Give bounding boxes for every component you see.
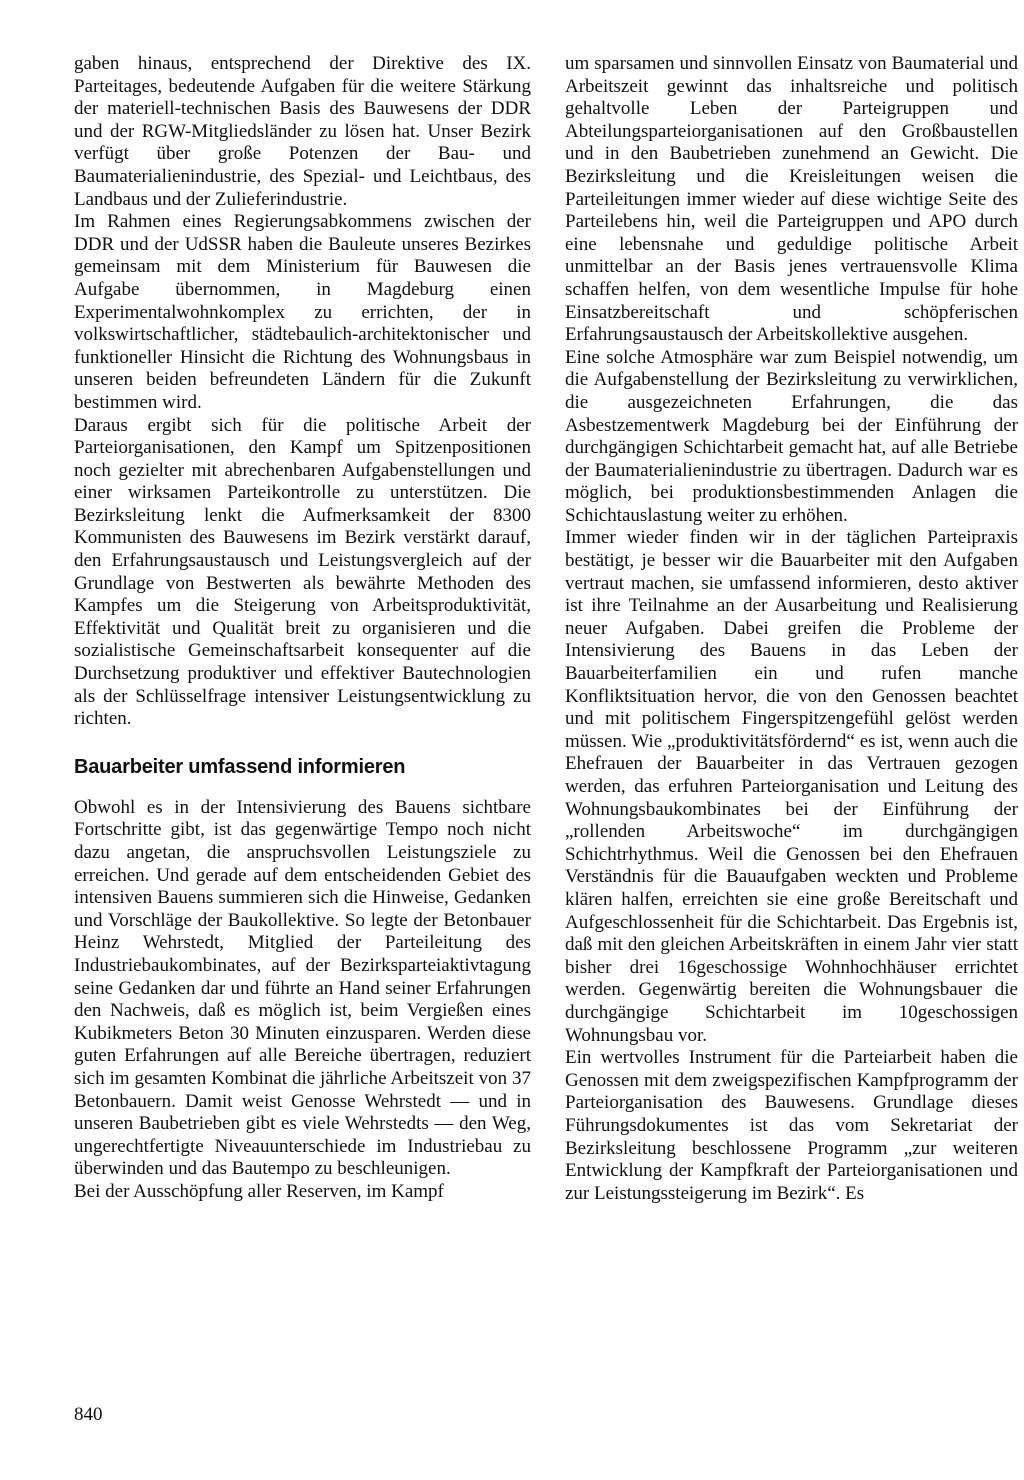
section-heading: Bauarbeiter umfassend informieren [74, 755, 406, 778]
paragraph: Immer wieder finden wir in der täglichen Parteipraxis bestätigt, je besser wir die Bauarbeiter mit den Aufgaben vertraut machen, sie umfassend informieren, desto aktiver ist ihre Teilnahme an der Ausarbeitung und Realisierung neuer Aufgaben. Dabei greifen die Probleme der Intensivierung des Bauens in das Leben der Bauarbeiterfamilien ein und rufen manche Konfliktsituation hervor, die von den Genossen beachtet und mit politischem Fingerspitzengefühl gelöst werden müssen. Wie „produktivitätsfördernd“ es ist, wenn auch die Ehefrauen der Bauarbeiter in das Vertrauen gezogen werden, das erfuhren Parteiorganisation und Leitung des Wohnungsbaukombinates bei der Einführung der „rollenden Arbeitswoche“ im durchgängigen Schichtrhythmus. Weil die Genossen bei den Ehefrauen Verständnis für die Bauaufgaben weckten und Probleme klären halfen, erreichten sie eine große Bereitschaft und Aufgeschlossenheit für die Schichtarbeit. Das Ergebnis ist, daß mit den gleichen Arbeitskräften in einem Jahr vier statt bisher drei 16geschossige Wohnhochhäuser errichtet werden. Gegenwärtig bereiten die Wohnungsbauer die durchgängige Schichtarbeit im 10geschossigen Wohnungsbau vor. [565, 527, 1018, 1046]
paragraph: Eine solche Atmosphäre war zum Beispiel notwendig, um die Aufgabenstellung der Bezirksleitung zu verwirklichen, die ausgezeichneten Erfahrungen, die das Asbestzementwerk Magdeburg bei der Einführung der durchgängigen Schichtarbeit gemacht hat, auf alle Betriebe der Baumaterialienindustrie zu übertragen. Dadurch war es möglich, bei produktionsbestimmenden Anlagen die Schichtauslastung weiter zu erhöhen. [565, 346, 1018, 526]
paragraph: um sparsamen und sinnvollen Einsatz von Baumaterial und Arbeitszeit gewinnt das inhaltsreiche und politisch gehaltvolle Leben der Parteigruppen und Abteilungsparteiorganisationen auf den Großbaustellen und in den Baubetrieben zunehmend an Gewicht. Die Bezirksleitung und die Kreisleitungen weisen die Parteileitungen immer wieder auf diese wichtige Seite des Parteilebens hin, weil die Parteigruppen und APO durch eine lebensnahe und geduldige politische Arbeit unmittelbar an der Basis jenes vertrauensvolle Klima schaffen helfen, von dem wesentliche Impulse für hohe Einsatzbereitschaft und schöpferischen Erfahrungsaustausch der Arbeitskollektive ausgehen. [565, 53, 1018, 346]
right-column [565, 53, 1018, 1205]
paragraph: Bei der Ausschöpfung aller Reserven, im Kampf [74, 1180, 444, 1202]
paragraph: gaben hinaus, entsprechend der Direktive des IX. Parteitages, bedeutende Aufgaben für die weitere Stärkung der materiell-technischen Basis des Bauwesens der DDR und der RGW-Mitgliedsländer zu lösen hat. Unser Bezirk verfügt über große Potenzen der Bau- und Baumaterialienindustrie, des Spezial- und Leichtbaus, des Landbaus und der Zulieferindustrie. [74, 53, 531, 210]
left-column [74, 53, 531, 1204]
paragraph: Daraus ergibt sich für die politische Arbeit der Parteiorganisationen, den Kampf um Spitzenpositionen noch gezielter mit abrechenbaren Aufgabenstellungen und einer wirksamen Parteikontrolle zu unterstützen. Die Bezirksleitung lenkt die Aufmerksamkeit der 8300 Kommunisten des Bauwesens im Bezirk verstärkt darauf, den Erfahrungsaustausch und Leistungsvergleich auf der Grundlage von Bestwerten als bewährte Methoden des Kampfes um die Steigerung von Arbeitsproduktivität, Effektivität und Qualität breit zu organisieren und die sozialistische Gemeinschaftsarbeit konsequenter auf die Durchsetzung produktiver und effektiver Bautechnologien als der Schlüsselfrage intensiver Leistungsentwicklung zu richten. [74, 414, 531, 730]
paragraph: Im Rahmen eines Regierungsabkommens zwischen der DDR und der UdSSR haben die Bauleute unseres Bezirkes gemeinsam mit dem Ministerium für Bauwesen die Aufgabe übernommen, in Magdeburg einen Experimentalwohnkomplex zu errichten, der in volkswirtschaftlicher, städtebaulich-architektonischer und funktioneller Hinsicht die Richtung des Wohnungsbaus in unseren beiden befreundeten Ländern für die Zukunft bestimmen wird. [74, 211, 531, 413]
paragraph: Ein wertvolles Instrument für die Parteiarbeit haben die Genossen mit dem zweigspezifischen Kampfprogramm der Parteiorganisation des Bauwesens. Grundlage dieses Führungsdokumentes ist das vom Sekretariat der Bezirksleitung beschlossene Programm „zur weiteren Entwicklung der Kampfkraft der Parteiorganisationen und zur Leistungssteigerung im Bezirk“. Es [565, 1047, 1018, 1204]
paragraph: Obwohl es in der Intensivierung des Bauens sichtbare Fortschritte gibt, ist das gegenwärtige Tempo noch nicht dazu angetan, die anspruchsvollen Leistungsziele zu erreichen. Und gerade auf dem entscheidenden Gebiet des intensiven Bauens summieren sich die Hinweise, Gedanken und Vorschläge der Baukollektive. So legte der Betonbauer Heinz Wehrstedt, Mitglied der Parteileitung des Industriebaukombinates, auf der Bezirksparteiaktivtagung seine Gedanken dar und führte an Hand seiner Erfahrungen den Nachweis, daß es möglich ist, beim Vergießen eines Kubikmeters Beton 30 Minuten einzusparen. Werden diese guten Erfahrungen auf alle Bereiche übertragen, reduziert sich im gesamten Kombinat die jährliche Arbeitszeit von 37 Betonbauern. Damit weist Genosse Wehrstedt — und in unseren Baubetrieben gibt es viele Wehrstedts — den Weg, ungerechtfertigte Niveauunterschiede im Industriebau zu überwinden und das Bautempo zu beschleunigen. [74, 796, 531, 1180]
page-number: 840 [74, 1404, 103, 1425]
